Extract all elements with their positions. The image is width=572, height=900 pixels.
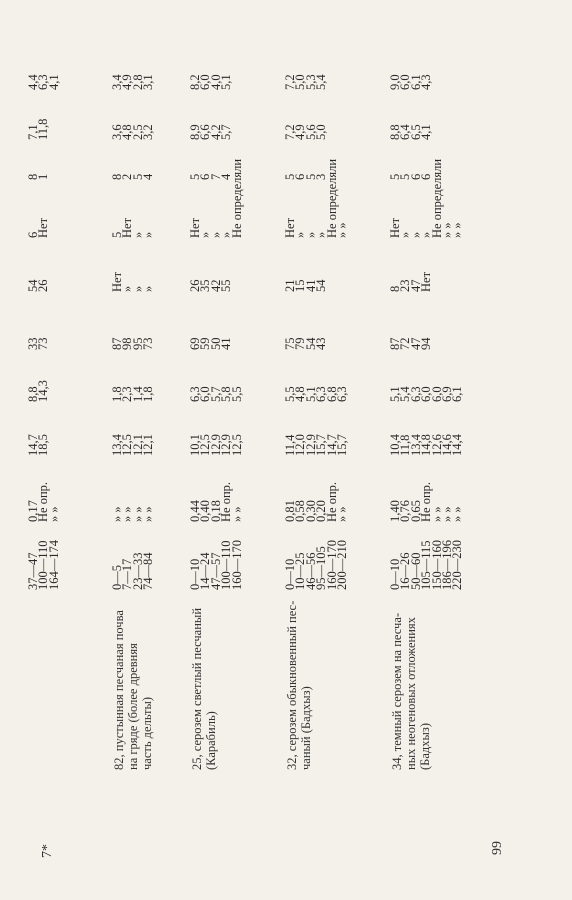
column-c5: [190, 280, 232, 293]
table-cell: 14,7: [26, 434, 40, 456]
table-cell: 100—110: [36, 540, 51, 590]
table-cell: 9,0: [388, 74, 402, 90]
table-cell: » »: [335, 222, 350, 238]
table-cell: 5,4: [398, 386, 413, 402]
table-cell: 160—170: [229, 540, 244, 590]
column-c2: [390, 434, 463, 456]
table-cell: 7: [208, 173, 223, 180]
table-cell: 5,8: [219, 386, 234, 402]
column-c7: [285, 174, 327, 180]
table-cell: 47—57: [208, 552, 223, 590]
table-cell: 47: [408, 337, 423, 350]
table-cell: 54: [314, 279, 329, 292]
table-cell: » »: [335, 506, 350, 522]
soil-label-line: часть дельты): [140, 696, 154, 770]
table-cell: » »: [46, 506, 61, 522]
table-cell: Не определяли: [229, 158, 244, 238]
column-c8: [190, 124, 232, 140]
table-cell: 12,5: [120, 434, 135, 456]
table-cell: 105—115: [419, 540, 434, 590]
table-cell: 3,4: [110, 74, 124, 90]
table-cell: 23—33: [130, 552, 145, 590]
table-cell: 13,4: [110, 434, 124, 456]
table-cell: 21: [283, 279, 297, 292]
column-c3: [112, 386, 154, 402]
table-cell: 8,8: [26, 386, 40, 402]
table-cell: 11,8: [36, 118, 51, 140]
column-c8: [28, 119, 49, 140]
table-cell: 73: [36, 337, 51, 350]
table-cell: »: [314, 231, 329, 238]
table-cell: 6,3: [408, 386, 423, 402]
soil-label-line: 25, серозем светлый песчаный: [190, 607, 204, 770]
table-cell: 4,8: [293, 386, 308, 402]
table-cell: Не опр.: [324, 481, 339, 522]
table-cell: 5,7: [219, 124, 234, 140]
column-c2: [112, 434, 154, 456]
column-depth: [283, 540, 350, 590]
table-cell: 2: [120, 173, 135, 180]
soil-label-line: 32, серозем обыкновенный пес-: [285, 600, 299, 770]
table-cell: 12,1: [141, 434, 156, 456]
column-c4: [28, 338, 49, 351]
column-c4: [190, 338, 232, 351]
table-cell: 26: [188, 279, 202, 292]
table-cell: 6,3: [314, 386, 329, 402]
table-cell: 4,4: [26, 74, 40, 90]
table-cell: 6,3: [188, 386, 202, 402]
table-cell: 11,4: [283, 434, 297, 456]
column-c7: [112, 174, 154, 180]
table-cell: 98: [120, 337, 135, 350]
soil-label-line: 34, темный серозем на песча-: [390, 612, 404, 770]
table-cell: 8,8: [388, 124, 402, 140]
table-cell: 220—230: [450, 540, 465, 590]
column-c6: [390, 159, 463, 238]
table-cell: 4,2: [208, 124, 223, 140]
table-cell: 1,8: [141, 386, 156, 402]
column-c9: [28, 74, 59, 90]
table-cell: 7,2: [283, 74, 297, 90]
table-cell: 15: [293, 279, 308, 292]
table-cell: 54: [26, 279, 40, 292]
table-cell: 0,40: [198, 500, 213, 522]
table-cell: 164—174: [46, 540, 61, 590]
table-cell: 6: [419, 173, 434, 180]
table-cell: 6,6: [198, 124, 213, 140]
table-cell: » »: [141, 506, 156, 522]
table-cell: 54: [303, 337, 318, 350]
table-cell: 5: [130, 173, 145, 180]
table-cell: 0,18: [208, 500, 223, 522]
table-cell: 8: [110, 173, 124, 180]
table-cell: Не опр.: [219, 481, 234, 522]
table-cell: 8,2: [188, 74, 202, 90]
table-cell: »: [219, 231, 234, 238]
table-cell: 35: [198, 279, 213, 292]
table-cell: 100—110: [219, 540, 234, 590]
table-cell: 87: [388, 337, 402, 350]
table-cell: » »: [450, 506, 465, 522]
table-cell: » »: [120, 506, 135, 522]
table-cell: 69: [188, 337, 202, 350]
column-c1: [112, 506, 154, 522]
table-cell: 18,5: [36, 434, 51, 456]
table-cell: 12,9: [303, 434, 318, 456]
table-cell: 5,0: [293, 74, 308, 90]
column-c9: [112, 74, 154, 90]
table-cell: 6,3: [36, 74, 51, 90]
table-cell: »: [141, 231, 156, 238]
table-cell: 5,7: [208, 386, 223, 402]
table-cell: Нет: [283, 217, 297, 238]
soil-label-line: чаный (Бадхыз): [299, 686, 313, 770]
table-cell: 15,7: [314, 434, 329, 456]
table-cell: 75: [283, 337, 297, 350]
table-cell: 8,9: [188, 124, 202, 140]
table-cell: 6,4: [398, 124, 413, 140]
column-c5: [28, 280, 49, 293]
table-cell: 5: [188, 173, 202, 180]
table-cell: 74—84: [141, 552, 156, 590]
table-cell: 5: [388, 173, 402, 180]
table-cell: »: [130, 285, 145, 292]
table-cell: 5,3: [303, 74, 318, 90]
table-cell: 46—56: [303, 552, 318, 590]
page-number: 99: [490, 841, 505, 855]
table-cell: 14,4: [450, 434, 465, 456]
table-cell: 43: [314, 337, 329, 350]
table-cell: 1: [36, 173, 51, 180]
table-cell: 4: [219, 173, 234, 180]
table-cell: 0,30: [303, 500, 318, 522]
table-cell: 4,1: [419, 124, 434, 140]
table-cell: 7—17: [120, 558, 135, 590]
column-c1: [283, 481, 350, 522]
soil-label: [390, 613, 432, 770]
table-cell: 12,5: [229, 434, 244, 456]
column-c8: [285, 124, 327, 140]
table-cell: Не определяли: [429, 158, 444, 238]
soil-label-line: 82, пустынная песчаная почва: [112, 610, 126, 770]
table-cell: 10—25: [293, 552, 308, 590]
column-c8: [112, 124, 154, 140]
table-cell: 6,0: [198, 74, 213, 90]
column-c5: [112, 272, 154, 292]
table-cell: » »: [429, 506, 444, 522]
column-c2: [190, 434, 242, 456]
column-depth: [112, 553, 154, 591]
table-cell: 6: [198, 173, 213, 180]
table-cell: 4,9: [293, 124, 308, 140]
table-cell: 14,3: [36, 380, 51, 402]
column-c5: [285, 280, 327, 293]
table-cell: 5: [110, 231, 124, 238]
table-cell: 2,8: [130, 74, 145, 90]
table-cell: 23: [398, 279, 413, 292]
table-cell: Нет: [36, 217, 51, 238]
table-cell: 0,76: [398, 500, 413, 522]
table-cell: 37—47: [26, 552, 40, 590]
table-cell: 186—196: [440, 540, 455, 590]
column-c9: [190, 74, 232, 90]
table-cell: 7,2: [283, 124, 297, 140]
table-cell: 6: [26, 231, 40, 238]
table-cell: 0,65: [408, 500, 423, 522]
table-cell: 3: [314, 173, 329, 180]
column-c7: [390, 174, 432, 180]
table-cell: 95—105: [314, 546, 329, 590]
table-cell: 160—170: [324, 540, 339, 590]
table-cell: 42: [208, 279, 223, 292]
table-cell: » »: [440, 222, 455, 238]
table-cell: 0,20: [314, 500, 329, 522]
column-c1: [390, 482, 463, 522]
column-depth: [28, 540, 59, 590]
column-c1: [28, 482, 59, 522]
column-c4: [390, 338, 432, 351]
table-cell: 6: [408, 173, 423, 180]
table-cell: 5,4: [314, 74, 329, 90]
table-cell: Нет: [419, 271, 434, 292]
table-cell: 41: [219, 337, 234, 350]
table-cell: 3,6: [110, 124, 124, 140]
table-cell: 4,1: [46, 74, 61, 90]
table-cell: 6,0: [398, 74, 413, 90]
table-cell: 5,1: [388, 386, 402, 402]
table-cell: »: [208, 231, 223, 238]
table-cell: 47: [408, 279, 423, 292]
soil-label-line: (Бадхыз): [418, 723, 432, 770]
table-cell: 5: [303, 173, 318, 180]
table-cell: 33: [26, 337, 40, 350]
table-cell: 11,8: [398, 434, 413, 456]
table-cell: 5,5: [229, 386, 244, 402]
table-cell: 12,0: [293, 434, 308, 456]
column-c3: [283, 386, 350, 402]
table-cell: 10,1: [188, 434, 202, 456]
table-cell: 87: [110, 337, 124, 350]
table-cell: 12,5: [198, 434, 213, 456]
table-cell: 8: [26, 173, 40, 180]
table-cell: 6,8: [324, 386, 339, 402]
table-cell: Нет: [188, 217, 202, 238]
table-cell: 94: [419, 337, 434, 350]
table-cell: 50—60: [408, 552, 423, 590]
table-cell: 2,5: [130, 124, 145, 140]
table-cell: 5,1: [303, 386, 318, 402]
column-c3: [190, 386, 242, 402]
table-cell: 6,0: [429, 386, 444, 402]
table-cell: 14,6: [440, 434, 455, 456]
table-cell: 16—26: [398, 552, 413, 590]
table-cell: 26: [36, 279, 51, 292]
table-cell: 3,2: [141, 124, 156, 140]
column-c6: [112, 218, 154, 238]
signature-mark: 7*: [40, 844, 55, 858]
column-c3: [390, 386, 463, 402]
table-cell: 1,8: [110, 386, 124, 402]
table-cell: 0—5: [110, 565, 124, 590]
table-cell: 0—10: [283, 558, 297, 590]
table-cell: 5,1: [219, 74, 234, 90]
table-cell: 1,4: [130, 386, 145, 402]
column-c1: [190, 482, 242, 522]
soil-label-line: на гряде (более древняя: [126, 643, 140, 770]
soil-label-line: ных неогеновых отложениях: [404, 617, 418, 770]
column-c8: [390, 124, 432, 140]
table-cell: 12,9: [208, 434, 223, 456]
table-cell: 79: [293, 337, 308, 350]
table-cell: 150—160: [429, 540, 444, 590]
column-depth: [190, 540, 242, 590]
table-cell: »: [398, 231, 413, 238]
table-cell: 6,1: [450, 386, 465, 402]
soil-label: [285, 601, 313, 770]
table-cell: 15,7: [335, 434, 350, 456]
table-cell: Нет: [110, 271, 124, 292]
table-cell: 0,58: [293, 500, 308, 522]
table-cell: »: [130, 231, 145, 238]
table-cell: »: [198, 231, 213, 238]
column-c2: [283, 434, 350, 456]
table-cell: 6,0: [419, 386, 434, 402]
column-c6: [190, 159, 242, 238]
column-c9: [390, 74, 432, 90]
table-cell: Не опр.: [419, 481, 434, 522]
table-cell: Не опр.: [36, 481, 51, 522]
table-cell: Нет: [120, 217, 135, 238]
table-cell: 0,44: [188, 500, 202, 522]
table-cell: 4,9: [120, 74, 135, 90]
table-cell: » »: [110, 506, 124, 522]
table-cell: Нет: [388, 217, 402, 238]
table-cell: 6: [293, 173, 308, 180]
table-cell: 5: [398, 173, 413, 180]
table-cell: 6,0: [198, 386, 213, 402]
column-c5: [390, 272, 432, 292]
table-cell: 4,3: [419, 74, 434, 90]
table-cell: 7,1: [26, 124, 40, 140]
column-c4: [112, 338, 154, 351]
column-depth: [390, 540, 463, 590]
table-cell: 5: [283, 173, 297, 180]
table-cell: 10,4: [388, 434, 402, 456]
table-cell: 14,8: [419, 434, 434, 456]
table-cell: 1,40: [388, 500, 402, 522]
table-cell: 4,0: [208, 74, 223, 90]
table-cell: »: [293, 231, 308, 238]
table-cell: 2,3: [120, 386, 135, 402]
column-c9: [285, 74, 327, 90]
table-cell: » »: [440, 506, 455, 522]
table-cell: 41: [303, 279, 318, 292]
table-cell: 59: [198, 337, 213, 350]
table-cell: 8: [388, 285, 402, 292]
table-cell: 13,4: [408, 434, 423, 456]
table-cell: 12,6: [429, 434, 444, 456]
table-cell: 0,81: [283, 500, 297, 522]
column-c3: [28, 380, 49, 402]
column-c7: [190, 174, 232, 180]
table-cell: 3,1: [141, 74, 156, 90]
table-cell: 14—24: [198, 552, 213, 590]
table-cell: » »: [450, 222, 465, 238]
table-cell: »: [419, 231, 434, 238]
table-cell: 5,6: [303, 124, 318, 140]
soil-label: [190, 608, 218, 770]
table-cell: »: [120, 285, 135, 292]
table-cell: »: [408, 231, 423, 238]
table-cell: 6,1: [408, 74, 423, 90]
table-cell: Не определяли: [324, 158, 339, 238]
column-c7: [28, 174, 49, 180]
table-cell: 5,5: [283, 386, 297, 402]
table-cell: 50: [208, 337, 223, 350]
table-cell: 6,9: [440, 386, 455, 402]
table-cell: »: [141, 285, 156, 292]
table-cell: 0,17: [26, 500, 40, 522]
table-cell: » »: [229, 506, 244, 522]
table-cell: 5,0: [314, 124, 329, 140]
table-cell: 0—10: [388, 558, 402, 590]
table-cell: 200—210: [335, 540, 350, 590]
table-cell: 12,9: [219, 434, 234, 456]
table-cell: 6,5: [408, 124, 423, 140]
soil-label: [112, 610, 154, 770]
column-c4: [285, 338, 327, 351]
table-cell: 95: [130, 337, 145, 350]
table-cell: 6,3: [335, 386, 350, 402]
table-cell: 72: [398, 337, 413, 350]
table-cell: 4,8: [120, 124, 135, 140]
table-cell: 14,7: [324, 434, 339, 456]
table-cell: » »: [130, 506, 145, 522]
table-cell: »: [303, 231, 318, 238]
column-c2: [28, 434, 49, 456]
column-c6: [283, 158, 350, 238]
table-cell: 12,1: [130, 434, 145, 456]
soil-label-line: (Карабиль): [204, 711, 218, 770]
table-cell: 55: [219, 279, 234, 292]
table-cell: 4: [141, 173, 156, 180]
table-cell: 0—10: [188, 558, 202, 590]
column-c6: [28, 218, 49, 238]
table-cell: 73: [141, 337, 156, 350]
